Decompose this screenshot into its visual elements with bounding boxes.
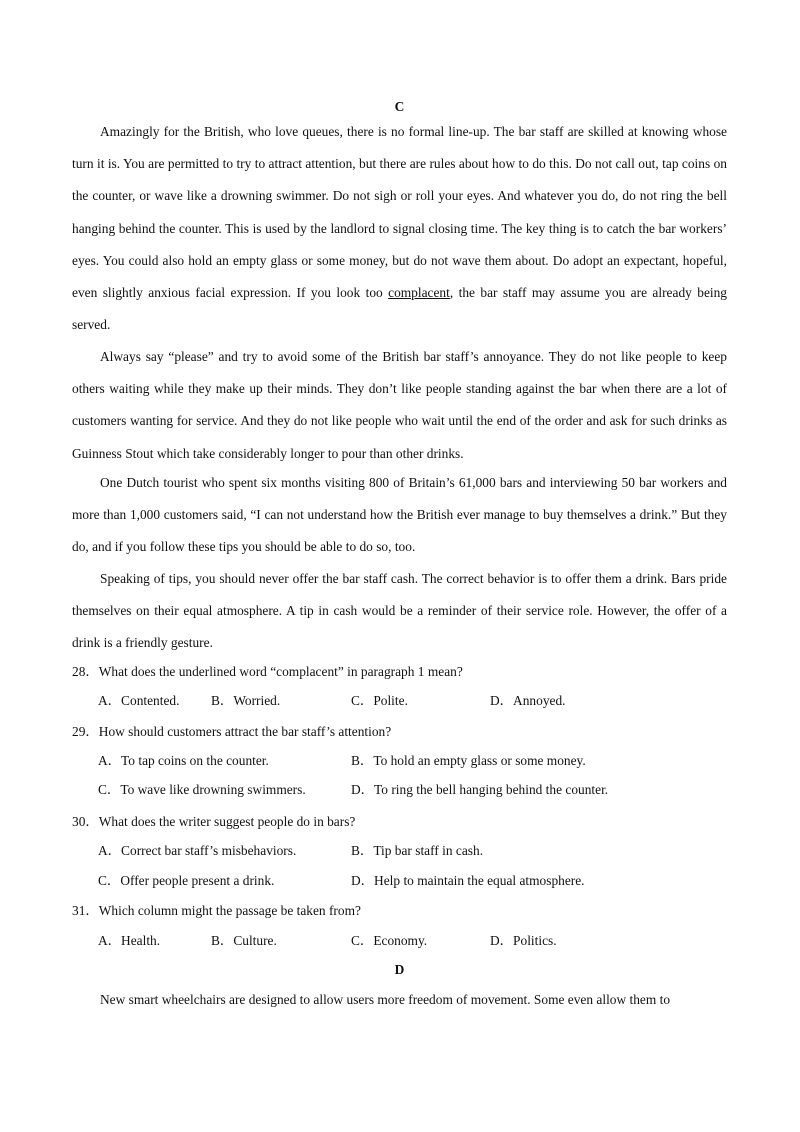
- q28-option-b: B．Worried.: [211, 693, 281, 708]
- q28-option-a: A．Contented.: [98, 693, 180, 708]
- paragraph-1: [72, 116, 727, 341]
- q28-option-c: C．Polite.: [351, 693, 408, 708]
- q31-option-c: C．Economy.: [351, 933, 428, 948]
- section-d-paragraph-1: New smart wheelchairs are designed to allow users more freedom of movement. Some even allow them to: [100, 992, 671, 1007]
- paragraph-4: Speaking of tips, you should never offer the bar staff cash. The correct behavior is to offer them a drink. Bars pride themselves on their equal atmosphere. A tip in cash would be a reminder of their service role. However, the offer of a drink is a friendly gesture.: [72, 571, 727, 651]
- q29-option-a: A．To tap coins on the counter.: [98, 753, 269, 768]
- q30-option-c: C．Offer people present a drink.: [98, 873, 275, 888]
- q30-option-d: D．Help to maintain the equal atmosphere.: [351, 873, 585, 888]
- underlined-word-complacent: complacent: [388, 285, 450, 301]
- q30-option-a: A．Correct bar staff’s misbehaviors.: [98, 843, 297, 858]
- q29-option-c: C．To wave like drowning swimmers.: [98, 782, 306, 797]
- question-29-stem: 29．How should customers attract the bar staff’s attention?: [72, 724, 392, 739]
- section-d-heading: D: [394, 962, 405, 977]
- q28-option-d: D．Annoyed.: [490, 693, 566, 708]
- question-31-stem: 31．Which column might the passage be taken from?: [72, 903, 361, 918]
- q29-option-d: D．To ring the bell hanging behind the counter.: [351, 782, 609, 797]
- paragraph-3: One Dutch tourist who spent six months visiting 800 of Britain’s 61,000 bars and interviewing 50 bar workers and more than 1,000 customers said, “I can not understand how the British ever manage to buy themselves a drink.” But they do, and if you follow these tips you should be able to do so, too.: [72, 475, 727, 555]
- paragraph-2: Always say “please” and try to avoid some of the British bar staff’s annoyance. They do not like people to keep others waiting while they make up their minds. They don’t like people standing against the bar when there are a lot of customers wanting for service. And they do not like people who wait until the end of the order and ask for such drinks as Guinness Stout which take considerably longer to pour than other drinks.: [72, 349, 727, 461]
- q30-option-b: B．Tip bar staff in cash.: [351, 843, 484, 858]
- q31-option-b: B．Culture.: [211, 933, 277, 948]
- q31-option-a: A．Health.: [98, 933, 161, 948]
- question-28-stem: 28．What does the underlined word “complacent” in paragraph 1 mean?: [72, 664, 463, 679]
- q29-option-b: B．To hold an empty glass or some money.: [351, 753, 586, 768]
- paragraph-1-text-end: , the bar staff may assume you are already being served.: [72, 285, 727, 333]
- question-30-stem: 30．What does the writer suggest people do in bars?: [72, 814, 356, 829]
- q31-option-d: D．Politics.: [490, 933, 557, 948]
- paragraph-1-text-start: Amazingly for the British, who love queues, there is no formal line-up. The bar staff are skilled at knowing whose turn it is. You are permitted to try to attract attention, but there are rules about how to do this. Do not call out, tap coins on the counter, or wave like a drowning swimmer. Do not sigh or roll your eyes. And whatever you do, do not ring the bell hanging behind the counter. This is used by the landlord to signal closing time. The key thing is to catch the bar workers’ eyes. You could also hold an empty glass or some money, but do not wave them about. Do adopt an expectant, hopeful, even slightly anxious facial expression. If you look too: [72, 124, 727, 301]
- section-c-heading: C: [394, 99, 405, 114]
